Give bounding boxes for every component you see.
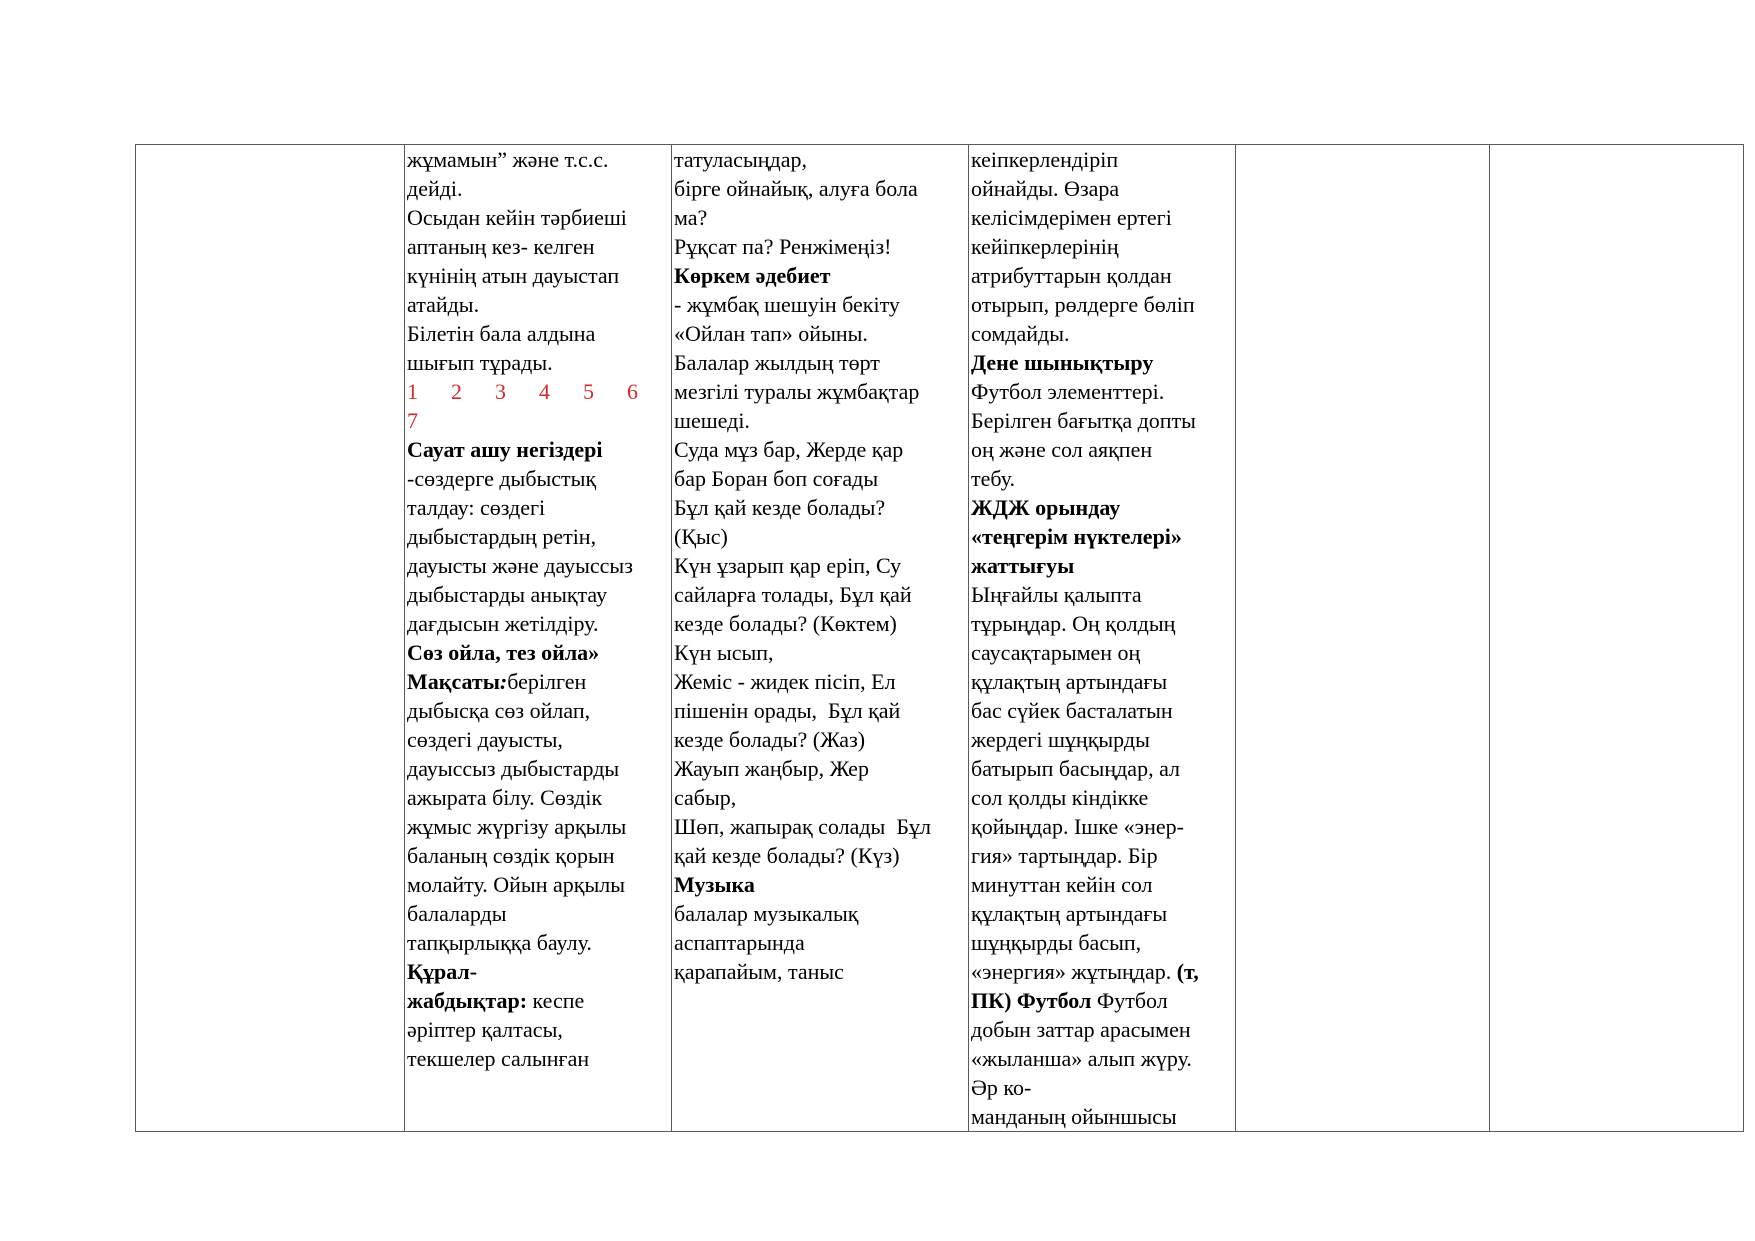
text-run: Жеміс - жидек пісіп, Ел	[674, 669, 896, 694]
text-line	[971, 493, 1235, 522]
text-line	[674, 609, 968, 638]
text-run: Сөз ойла, тез ойла»	[407, 640, 600, 665]
text-run: күнінің атын дауыстап	[407, 263, 620, 288]
bold-run: жабдықтар:	[407, 988, 528, 1013]
text-run: ЖДЖ орындау	[971, 495, 1121, 520]
text-run: Шөп, жапырақ солады Бұл	[674, 814, 931, 839]
text-run: татуласыңдар,	[674, 147, 807, 172]
text-run: кеспе	[527, 988, 585, 1013]
text-line	[971, 899, 1235, 928]
text-run: кезде болады? (Жаз)	[674, 727, 866, 752]
text-run: атрибуттарын қолдан	[971, 263, 1172, 288]
text-line	[407, 1044, 671, 1073]
text-run: Рұқсат па? Ренжімеңіз!	[674, 234, 892, 259]
text-run: Осыдан кейін тәрбиеші	[407, 205, 627, 230]
text-line	[674, 232, 968, 261]
text-run: дейді.	[407, 176, 463, 201]
text-line	[674, 348, 968, 377]
text-line	[674, 667, 968, 696]
text-line	[971, 551, 1235, 580]
column-3-cell	[672, 145, 969, 1132]
text-line	[971, 174, 1235, 203]
text-run: атайды.	[407, 292, 480, 317]
text-line	[674, 319, 968, 348]
text-line	[971, 812, 1235, 841]
text-run: Құрал-	[407, 959, 478, 984]
text-line	[971, 1073, 1235, 1102]
text-run: «жыланша» алып жүру.	[971, 1046, 1192, 1071]
text-line	[971, 725, 1235, 754]
text-run: дыбыстарды анықтау	[407, 582, 608, 607]
text-line	[674, 435, 968, 464]
text-line	[407, 870, 671, 899]
text-line	[407, 145, 671, 174]
text-run: молайту. Ойын арқылы	[407, 872, 625, 897]
text-run: сабыр,	[674, 785, 737, 810]
bold-run: Мақсаты	[407, 669, 500, 694]
text-line	[971, 203, 1235, 232]
column-1-cell	[136, 145, 405, 1132]
text-line	[971, 1015, 1235, 1044]
text-line	[674, 551, 968, 580]
text-run: оң және сол аяқпен	[971, 437, 1153, 462]
text-run: кейіпкерлерінің	[971, 234, 1119, 259]
bold-italic-run: :	[499, 669, 508, 694]
text-run: аспаптарында	[674, 930, 805, 955]
text-line	[674, 754, 968, 783]
text-run: отырып, рөлдерге бөліп	[971, 292, 1195, 317]
text-run: дауыссыз дыбыстарды	[407, 756, 620, 781]
text-run: добын заттар арасымен	[971, 1017, 1191, 1042]
text-line	[407, 667, 671, 696]
text-run: дағдысын жетілдіру.	[407, 611, 599, 636]
text-line	[407, 232, 671, 261]
text-run: Балалар жылдың төрт	[674, 350, 880, 375]
text-line	[674, 957, 968, 986]
text-run: Бұл қай кезде болады?	[674, 495, 886, 520]
text-line	[407, 957, 671, 986]
text-line	[407, 406, 671, 435]
text-line	[971, 783, 1235, 812]
text-run: тебу.	[971, 466, 1016, 491]
text-run: пішенін орады, Бұл қай	[674, 698, 901, 723]
text-run: текшелер салынған	[407, 1046, 590, 1071]
text-line	[674, 493, 968, 522]
text-run: сайларға толады, Бұл қай	[674, 582, 912, 607]
text-run: ажырата білу. Сөздік	[407, 785, 603, 810]
text-run: сөздегі дауысты,	[407, 727, 563, 752]
text-line	[674, 406, 968, 435]
text-run: тапқырлыққа баулу.	[407, 930, 592, 955]
text-line	[674, 261, 968, 290]
text-line	[407, 899, 671, 928]
text-run: аптаның кез- келген	[407, 234, 595, 259]
text-line	[407, 841, 671, 870]
text-line	[971, 377, 1235, 406]
text-line	[971, 580, 1235, 609]
text-line	[971, 638, 1235, 667]
text-line	[971, 522, 1235, 551]
text-line	[407, 783, 671, 812]
bold-run: (т,	[1176, 959, 1199, 984]
text-run: Футбол	[1091, 988, 1168, 1013]
text-line	[674, 899, 968, 928]
text-line	[674, 522, 968, 551]
text-line	[407, 812, 671, 841]
text-run: дыбысқа сөз ойлап,	[407, 698, 591, 723]
text-line	[674, 725, 968, 754]
text-line	[971, 841, 1235, 870]
text-line	[971, 232, 1235, 261]
text-line	[674, 638, 968, 667]
text-line	[407, 203, 671, 232]
text-line	[407, 696, 671, 725]
text-run: дауысты және дауыссыз	[407, 553, 633, 578]
text-run: Берілген бағытқа допты	[971, 408, 1196, 433]
text-run: батырып басыңдар, ал	[971, 756, 1181, 781]
text-run: ма?	[674, 205, 708, 230]
text-line	[971, 667, 1235, 696]
text-run: тұрыңдар. Оң қолдың	[971, 611, 1176, 636]
text-run: баланың сөздік қорын	[407, 843, 615, 868]
text-run: жұмыс жүргізу арқылы	[407, 814, 627, 839]
text-run: берілген	[507, 669, 587, 694]
text-run: сомдайды.	[971, 321, 1070, 346]
text-line	[971, 261, 1235, 290]
text-line	[407, 174, 671, 203]
text-run: Білетін бала алдына	[407, 321, 596, 346]
text-run: минуттан кейін сол	[971, 872, 1153, 897]
text-line	[971, 696, 1235, 725]
text-run: қарапайым, таныс	[674, 959, 844, 984]
text-line	[407, 754, 671, 783]
text-run: шығып тұрады.	[407, 350, 553, 375]
text-line	[971, 435, 1235, 464]
text-line	[674, 203, 968, 232]
text-line	[407, 261, 671, 290]
text-line	[407, 725, 671, 754]
text-line	[971, 290, 1235, 319]
text-run: дыбыстардың ретін,	[407, 524, 597, 549]
text-line	[407, 348, 671, 377]
text-line	[407, 580, 671, 609]
text-run: Күн ысып,	[674, 640, 774, 665]
text-run: саусақтарымен оң	[971, 640, 1141, 665]
text-run: кеіпкерлендіріп	[971, 147, 1119, 172]
text-run: гия» тартыңдар. Бір	[971, 843, 1158, 868]
text-line	[674, 696, 968, 725]
text-line	[674, 377, 968, 406]
text-run: Суда мұз бар, Жерде қар	[674, 437, 904, 462]
text-run: Әр ко-	[971, 1075, 1032, 1100]
text-run: жаттығуы	[971, 553, 1075, 578]
text-run: қойыңдар. Ішке «энер-	[971, 814, 1184, 839]
text-line	[674, 145, 968, 174]
text-line	[971, 609, 1235, 638]
text-line	[407, 493, 671, 522]
text-run: Музыка	[674, 872, 755, 897]
text-line	[407, 609, 671, 638]
text-line	[971, 1102, 1235, 1131]
text-run: келісімдерімен ертегі	[971, 205, 1172, 230]
text-line	[407, 464, 671, 493]
column-2-cell	[405, 145, 672, 1132]
text-run: мезгілі туралы жұмбақтар	[674, 379, 920, 404]
text-line	[674, 174, 968, 203]
text-line	[407, 290, 671, 319]
text-run: жердегі шұңқырды	[971, 727, 1150, 752]
text-run: Дене шынықтыру	[971, 350, 1154, 375]
text-line	[674, 464, 968, 493]
text-line	[674, 928, 968, 957]
text-run: Футбол элементтері.	[971, 379, 1165, 404]
text-run: шұңқырды басып,	[971, 930, 1142, 955]
text-run: -сөздерге дыбыстық	[407, 466, 597, 491]
text-line	[971, 406, 1235, 435]
text-run: жұмамын” және т.с.с.	[407, 147, 609, 172]
text-run: қай кезде болады? (Күз)	[674, 843, 900, 868]
text-run: Күн ұзарып қар еріп, Су	[674, 553, 902, 578]
text-run: Сауат ашу негіздері	[407, 437, 603, 462]
column-4-cell	[969, 145, 1236, 1132]
table-row	[136, 145, 1744, 1132]
text-run: балаларды	[407, 901, 507, 926]
text-run: «Ойлан тап» ойыны.	[674, 321, 868, 346]
text-line	[674, 290, 968, 319]
text-run: әріптер қалтасы,	[407, 1017, 563, 1042]
text-run: (Қыс)	[674, 524, 728, 549]
column-6-cell	[1490, 145, 1744, 1132]
text-line	[971, 928, 1235, 957]
bold-run: ПК) Футбол	[971, 988, 1092, 1013]
text-run: «теңгерім нүктелері»	[971, 524, 1182, 549]
text-run: бірге ойнайық, алуға бола	[674, 176, 918, 201]
text-line	[971, 754, 1235, 783]
text-run: бас сүйек басталатын	[971, 698, 1173, 723]
column-5-cell	[1236, 145, 1490, 1132]
text-run: Ыңғайлы қалыпта	[971, 582, 1142, 607]
text-line	[407, 551, 671, 580]
text-line	[971, 464, 1235, 493]
text-line	[407, 1015, 671, 1044]
text-run: талдау: сөздегі	[407, 495, 546, 520]
text-line	[971, 145, 1235, 174]
text-run: манданың ойыншысы	[971, 1104, 1177, 1129]
text-line	[971, 319, 1235, 348]
text-run: Жауып жаңбыр, Жер	[674, 756, 869, 781]
text-run: 7	[407, 408, 418, 433]
text-run: - жұмбақ шешуін бекіту	[674, 292, 900, 317]
text-line	[674, 580, 968, 609]
text-run: 1 2 3 4 5 6	[407, 379, 638, 404]
text-line	[971, 348, 1235, 377]
text-line	[971, 986, 1235, 1015]
text-line	[674, 812, 968, 841]
text-line	[407, 986, 671, 1015]
text-run: құлақтың артындағы	[971, 669, 1168, 694]
text-run: ойнайды. Өзара	[971, 176, 1120, 201]
text-run: сол қолды кіндікке	[971, 785, 1149, 810]
text-line	[407, 928, 671, 957]
text-run: шешеді.	[674, 408, 750, 433]
text-line	[971, 1044, 1235, 1073]
text-line	[971, 870, 1235, 899]
text-run: Көркем әдебиет	[674, 263, 831, 288]
text-run: «энергия» жұтыңдар.	[971, 959, 1177, 984]
text-line	[407, 522, 671, 551]
lesson-plan-table	[135, 144, 1744, 1132]
text-run: балалар музыкалық	[674, 901, 859, 926]
text-line	[407, 435, 671, 464]
text-run: құлақтың артындағы	[971, 901, 1168, 926]
text-run: бар Боран боп соғады	[674, 466, 879, 491]
text-line	[407, 638, 671, 667]
text-line	[971, 957, 1235, 986]
text-line	[674, 783, 968, 812]
text-run: кезде болады? (Көктем)	[674, 611, 897, 636]
text-line	[674, 870, 968, 899]
text-line	[407, 377, 671, 406]
text-line	[407, 319, 671, 348]
text-line	[674, 841, 968, 870]
